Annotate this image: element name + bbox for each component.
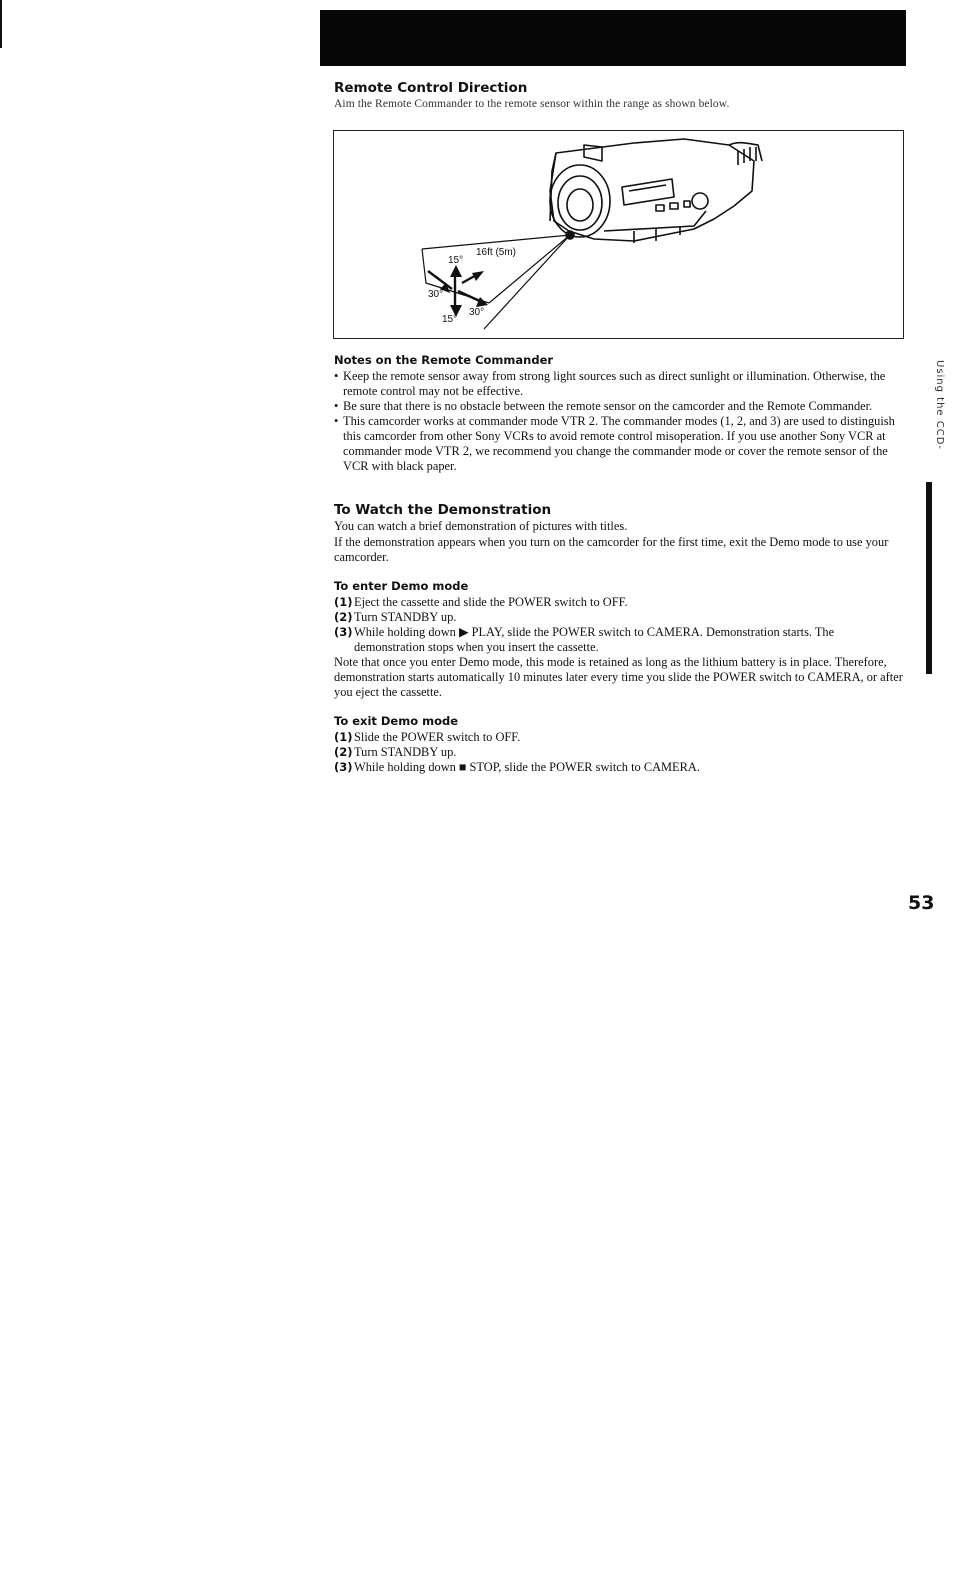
side-tab-label: Using the CCD-: [934, 360, 945, 451]
camcorder-illustration: [334, 131, 905, 340]
notes-list: [334, 369, 904, 474]
note-item: • This camcorder works at commander mode VTR 2. The commander modes (1, 2, and 3) are used to distinguish this camcorder from other Sony VCRs to avoid remote control misoperation. If you use another Sony VCR at commander mode VTR 2, we recommend you change the commander mode or cover the remote sensor of the VCR with black paper.: [334, 414, 904, 474]
angle-label-right: 30°: [469, 307, 485, 318]
exit-step: (1) Slide the POWER switch to OFF.: [334, 730, 521, 744]
exit-step: (3) While holding down ■ STOP, slide the POWER switch to CAMERA.: [334, 760, 700, 774]
section-title-remote-direction: Remote Control Direction: [334, 80, 528, 96]
header-bar: [320, 10, 906, 66]
page-number: 53: [908, 892, 935, 914]
section-title-demo: To Watch the Demonstration: [334, 502, 552, 518]
angle-label-left: 30°: [428, 289, 444, 300]
enter-step: (3) While holding down ▶ PLAY, slide the POWER switch to CAMERA. Demonstration starts. The demonstration stops when you insert the cassette.: [334, 625, 835, 654]
note-item: • Keep the remote sensor away from strong light sources such as direct sunlight or illumination. Otherwise, the remote control may not be effective.: [334, 369, 904, 399]
exit-step: (2) Turn STANDBY up.: [334, 745, 457, 759]
angle-label-top: 15°: [448, 255, 464, 266]
enter-step: (1) Eject the cassette and slide the POWER switch to OFF.: [334, 595, 628, 609]
exit-demo-steps: [334, 730, 904, 775]
demo-intro-1: You can watch a brief demonstration of pictures with titles.: [334, 519, 628, 533]
angle-label-bottom: 15°: [442, 314, 458, 325]
remote-range-figure: [333, 130, 904, 339]
remote-direction-intro: Aim the Remote Commander to the remote sensor within the range as shown below.: [334, 98, 730, 110]
notes-heading: Notes on the Remote Commander: [334, 353, 554, 367]
demo-retention-note: Note that once you enter Demo mode, this mode is retained as long as the lithium battery is in place. Therefore, demonstration starts automatically 10 minutes later every time you slide the POWER switch to CAMERA, or after you eject the cassette.: [334, 655, 903, 699]
enter-step: (2) Turn STANDBY up.: [334, 610, 457, 624]
exit-demo-heading: To exit Demo mode: [334, 714, 459, 728]
note-item: • Be sure that there is no obstacle between the remote sensor on the camcorder and the Remote Commander.: [334, 399, 904, 414]
demo-intro-2: If the demonstration appears when you turn on the camcorder for the first time, exit the Demo mode to use your camcorder.: [334, 535, 889, 564]
distance-label: 16ft (5m): [476, 247, 517, 258]
enter-demo-steps: [334, 595, 904, 655]
thumb-index-mark: [926, 482, 932, 674]
scan-edge-mark: [0, 0, 2, 48]
enter-demo-heading: To enter Demo mode: [334, 579, 469, 593]
